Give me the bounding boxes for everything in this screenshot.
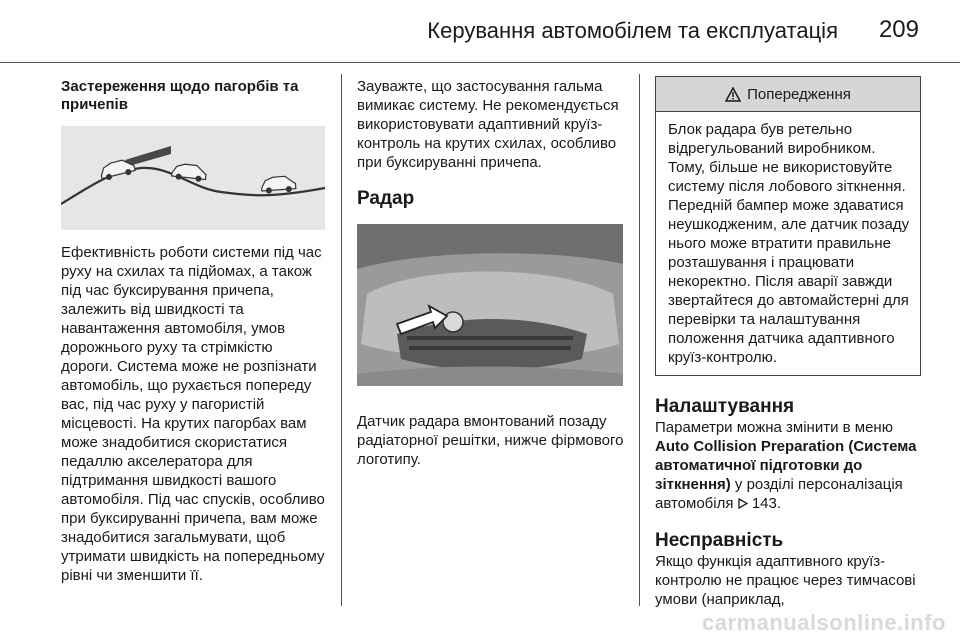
watermark: carmanualsonline.info xyxy=(702,610,946,635)
column-3 xyxy=(655,62,921,609)
warning-header xyxy=(656,77,920,112)
brake-note: Зауважте, що застосування гальма вимикає систему. Не рекомендується використовувати адаптивний круїз-контроль на крутих схилах, особливо при буксируванні причепа. xyxy=(357,78,619,171)
settings-heading: Налаштування xyxy=(655,396,795,417)
settings-paragraph xyxy=(655,418,921,513)
warning-title: Попередження xyxy=(747,85,851,103)
warning-triangle-icon xyxy=(725,87,741,102)
page-number: 209 xyxy=(878,16,919,43)
cars-on-hills-illustration xyxy=(61,126,325,230)
hills-trailers-paragraph: Ефективність роботи системи під час руху на схилах та підйомах, а також під час буксирування причепа, залежить від швидкості та навантаження автомобіля, умов дорожнього руху та стрімкістю дороги. Система може не розпізнати автомобіль, що рухається попереду вас, під час руху у пагористій місцевості. На крутих пагорбах вам може знадобитися скористатися педаллю акселератора для підтримання швидкості вашого автомобіля. Під час спусків, особливо при буксируванні причепа, вам може знадобитися загальмувати, щоб утримати швидкість на попередньому рівні чи зменшити її. xyxy=(61,244,325,584)
fault-heading: Несправність xyxy=(655,530,784,551)
page-title: Керування автомобілем та експлуатація xyxy=(427,18,838,43)
radar-caption: Датчик радара вмонтований позаду радіаторної решітки, нижче фірмового логотипу. xyxy=(357,413,624,468)
warning-box xyxy=(655,76,921,376)
hills-trailers-heading: Застереження щодо пагорбів та причепів xyxy=(61,78,299,113)
menu-name: Auto Collision Preparation (Система автоматичної підготовки до зіткнення) xyxy=(655,438,917,493)
car-front-radar-photo xyxy=(357,224,623,386)
page-header xyxy=(0,0,960,63)
warning-body xyxy=(656,112,920,375)
column-divider xyxy=(639,74,640,606)
settings-text-after: у розділі персоналізація автомобіля xyxy=(655,476,903,512)
column-2 xyxy=(357,62,625,469)
radar-heading: Радар xyxy=(357,188,415,209)
fault-text: Якщо функція адаптивного круїз-контролю не працює через тимчасові умови (наприклад, xyxy=(655,553,916,608)
settings-ref-page: 143. xyxy=(751,495,782,512)
settings-text-before: Параметри можна змінити в меню xyxy=(655,419,893,436)
page-reference-arrow-icon xyxy=(738,498,748,509)
column-1 xyxy=(61,62,325,585)
warning-text: Блок радара був ретельно відрегульований виробником. Тому, більше не використовуйте систему після лобового зіткнення. Передній бампер може здаватися неушкодженим, але датчик позаду нього може втратити правильне розташування і працювати некоректно. Після аварії завжди звертайтеся до автомайстерні для перевірки та налаштування положення датчика адаптивного круїз-контролю. xyxy=(668,121,910,366)
column-divider xyxy=(341,74,342,606)
